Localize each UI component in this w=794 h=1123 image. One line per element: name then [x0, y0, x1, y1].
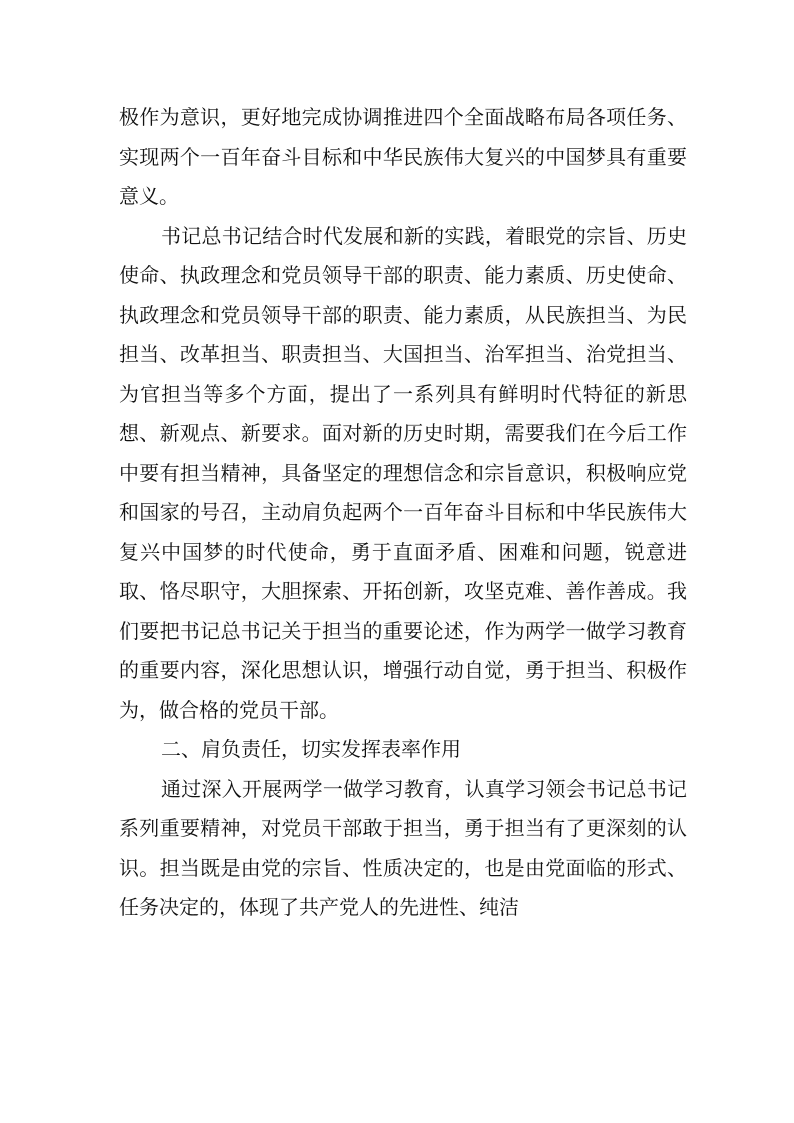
paragraph-main: 书记总书记结合时代发展和新的实践，着眼党的宗旨、历史使命、执政理念和党员领导干部的职责、能力素质、历史使命、执政理念和党员领导干部的职责、能力素质，从民族担当、为民担当、改革担当、职责担当、大国担当、治军担当、治党担当、为官担当等多个方面，提出了一系列具有鲜明时代特征的新思想、新观点、新要求。面对新的历史时期，需要我们在今后工作中要有担当精神，具备坚定的理想信念和宗旨意识，积极响应党和国家的号召，主动肩负起两个一百年奋斗目标和中华民族伟大复兴中国梦的时代使命，勇于直面矛盾、困难和问题，锐意进取、恪尽职守，大胆探索、开拓创新，攻坚克难、善作善成。我们要把书记总书记关于担当的重要论述，作为两学一做学习教育的重要内容，深化思想认识，增强行动自觉，勇于担当、积极作为，做合格的党员干部。: [119, 223, 687, 722]
document-body: [119, 98, 687, 928]
paragraph-continuation: 极作为意识，更好地完成协调推进四个全面战略布局各项任务、实现两个一百年奋斗目标和中华民族伟大复兴的中国梦具有重要意义。: [119, 105, 687, 208]
paragraph-section-body: 通过深入开展两学一做学习教育，认真学习领会书记总书记系列重要精神，对党员干部敢于担当，勇于担当有了更深刻的认识。担当既是由党的宗旨、性质决定的，也是由党面临的形式、任务决定的，体现了共产党人的先进性、纯洁: [119, 776, 687, 919]
section-heading: 二、肩负责任，切实发挥表率作用: [161, 737, 461, 761]
